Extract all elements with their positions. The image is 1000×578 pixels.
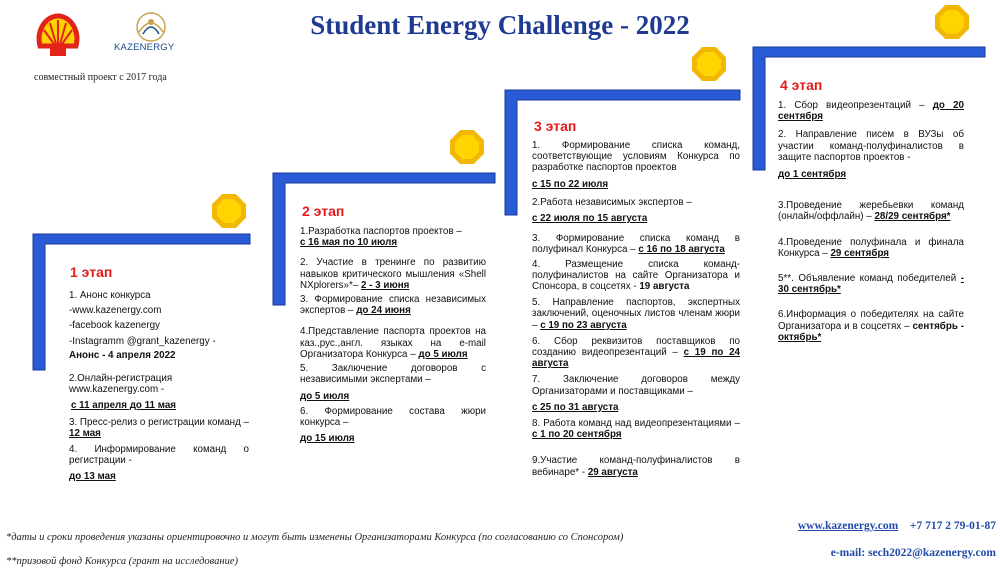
- list-item-date: с 19 по 24 августа: [532, 347, 740, 370]
- stage-1-content: [69, 290, 249, 361]
- list-item: 3. Формирование списка независимых экспертов –: [300, 294, 486, 317]
- list-item-date: октябрь*: [778, 331, 822, 343]
- list-item: 2. Направление писем в ВУЗы об участии команд-полуфиналистов в защите паспортов проектов -: [778, 129, 964, 163]
- list-item: с 16 мая по 10 июля: [300, 237, 398, 249]
- email-line[interactable]: e-mail: sech2022@kazenergy.com: [830, 547, 996, 559]
- kazenergy-logo-text: KAZENERGY: [114, 42, 175, 53]
- stage-2-title: 2 этап: [302, 203, 345, 219]
- list-item: -Instagramm @grant_kazenergy -: [69, 335, 216, 347]
- list-item: 4. Размещение списка команд-полуфиналистов на сайте Организатора и Спонсора, в соцсетях -: [532, 258, 740, 293]
- list-item-date: 2 - 3 июня: [361, 279, 410, 291]
- contact-line: [748, 520, 996, 532]
- list-item: 1. Формирование списка команд, соответствующие условиям Конкурса по разработке паспортов проектов: [532, 140, 740, 174]
- list-item-date: до 24 июня: [356, 305, 411, 317]
- list-item: до 5 июля: [300, 391, 350, 403]
- list-item: 3. Пресс-релиз о регистрации команд –: [69, 416, 249, 428]
- list-item: с 15 по 22 июля: [532, 178, 609, 190]
- list-item: 7. Заключение договоров между Организаторами и поставщиками –: [532, 374, 740, 397]
- list-item: 4. Информирование команд о регистрации -: [69, 444, 249, 467]
- list-item: с 25 по 31 августа: [532, 401, 619, 413]
- stage-4-title: 4 этап: [780, 77, 823, 93]
- phone-number: +7 717 2 79-01-87: [909, 520, 996, 532]
- list-item-date: с 19 по 23 августа: [540, 319, 627, 331]
- list-item-date: 29 сентября: [830, 247, 890, 259]
- list-item: -www.kazenergy.com: [69, 305, 162, 317]
- list-item: 2. Участие в тренинге по развитию навыков критического мышления «Shell NXplorers»*–: [300, 257, 486, 291]
- footnote-dates: *даты и сроки проведения указаны ориентировочно и могут быть изменены Организаторами Конкурса (по согласованию со Спонсором): [6, 532, 624, 543]
- list-item-date: с 1 по 20 сентября: [532, 429, 622, 441]
- list-item: -facebook kazenergy: [69, 320, 160, 332]
- list-item-date: 28/29 сентября*: [874, 211, 951, 223]
- list-item: с 22 июля по 15 августа: [532, 213, 648, 225]
- list-item: 2.Онлайн-регистрация www.kazenergy.com -: [69, 373, 173, 396]
- list-item: 8. Работа команд над видеопрезентациями –: [532, 418, 740, 430]
- list-item: 6. Сбор реквизитов поставщиков по созданию видеопрезентаций –: [532, 335, 740, 359]
- list-item: 5**. Объявление команд победителей: [778, 273, 957, 285]
- list-item: 6. Формирование состава жюри конкурса –: [300, 405, 486, 428]
- stage-4-content: [778, 100, 964, 343]
- list-item-date: сентябрь -: [912, 320, 964, 332]
- list-item-date: до 5 июля: [418, 348, 468, 360]
- list-item: до 15 июля: [300, 433, 355, 445]
- list-item: 3. Формирование списка команд в полуфинал Конкурса –: [532, 233, 740, 256]
- list-item: 4.Проведение полуфинала и финала Конкурса –: [778, 236, 964, 259]
- octagon-marker-2: [450, 130, 484, 164]
- octagon-marker-1: [212, 194, 246, 228]
- stage-1-content-b: [69, 373, 249, 483]
- stage-1-title: 1 этап: [70, 264, 113, 280]
- stage-2-content: [300, 226, 486, 444]
- list-item: 2.Работа независимых экспертов –: [532, 196, 692, 208]
- footnote-prize: **призовой фонд Конкурса (грант на исследование): [6, 556, 239, 567]
- list-item: до 1 сентября: [778, 169, 847, 181]
- list-item-date: 29 августа: [587, 466, 638, 478]
- list-item: 3.Проведение жеребьевки команд (онлайн/оффлайн) –: [778, 200, 964, 223]
- list-item-date: 19 августа: [639, 281, 690, 293]
- stage-3-content: [532, 140, 740, 478]
- partner-note: совместный проект с 2017 года: [34, 72, 167, 83]
- list-item-date: 12 мая: [69, 427, 101, 439]
- website-link[interactable]: www.kazenergy.com: [797, 520, 899, 532]
- list-item: Анонс - 4 апреля 2022: [69, 349, 176, 361]
- list-item: 1.Разработка паспортов проектов –: [300, 226, 462, 237]
- page-title: Student Energy Challenge - 2022: [310, 10, 690, 40]
- list-item: 9.Участие команд-полуфиналистов в вебинаре* -: [532, 455, 740, 478]
- list-item: 1. Сбор видеопрезентаций –: [778, 100, 925, 111]
- list-item: 1. Анонс конкурса: [69, 290, 151, 301]
- list-item-date: до 20 сентября: [778, 100, 964, 123]
- list-item: 5. Направление паспортов, экспертных заключений, оценочных листов членам жюри –: [532, 297, 740, 331]
- list-item: 6.Информация о победителях на сайте Организатора и в соцсетях –: [778, 309, 964, 332]
- list-item: до 13 мая: [69, 471, 116, 483]
- list-item: 4.Представление паспорта проектов на каз.,рус.,англ. языках на e-mail Организатора Конкурса –: [300, 326, 486, 360]
- list-item-date: с 16 по 18 августа: [638, 244, 725, 256]
- list-item-date: - 30 сентябрь*: [778, 273, 964, 296]
- stage-3-title: 3 этап: [534, 118, 577, 134]
- list-item: 5. Заключение договоров с независимыми экспертами –: [300, 363, 486, 386]
- list-item: с 11 апреля до 11 мая: [71, 400, 176, 412]
